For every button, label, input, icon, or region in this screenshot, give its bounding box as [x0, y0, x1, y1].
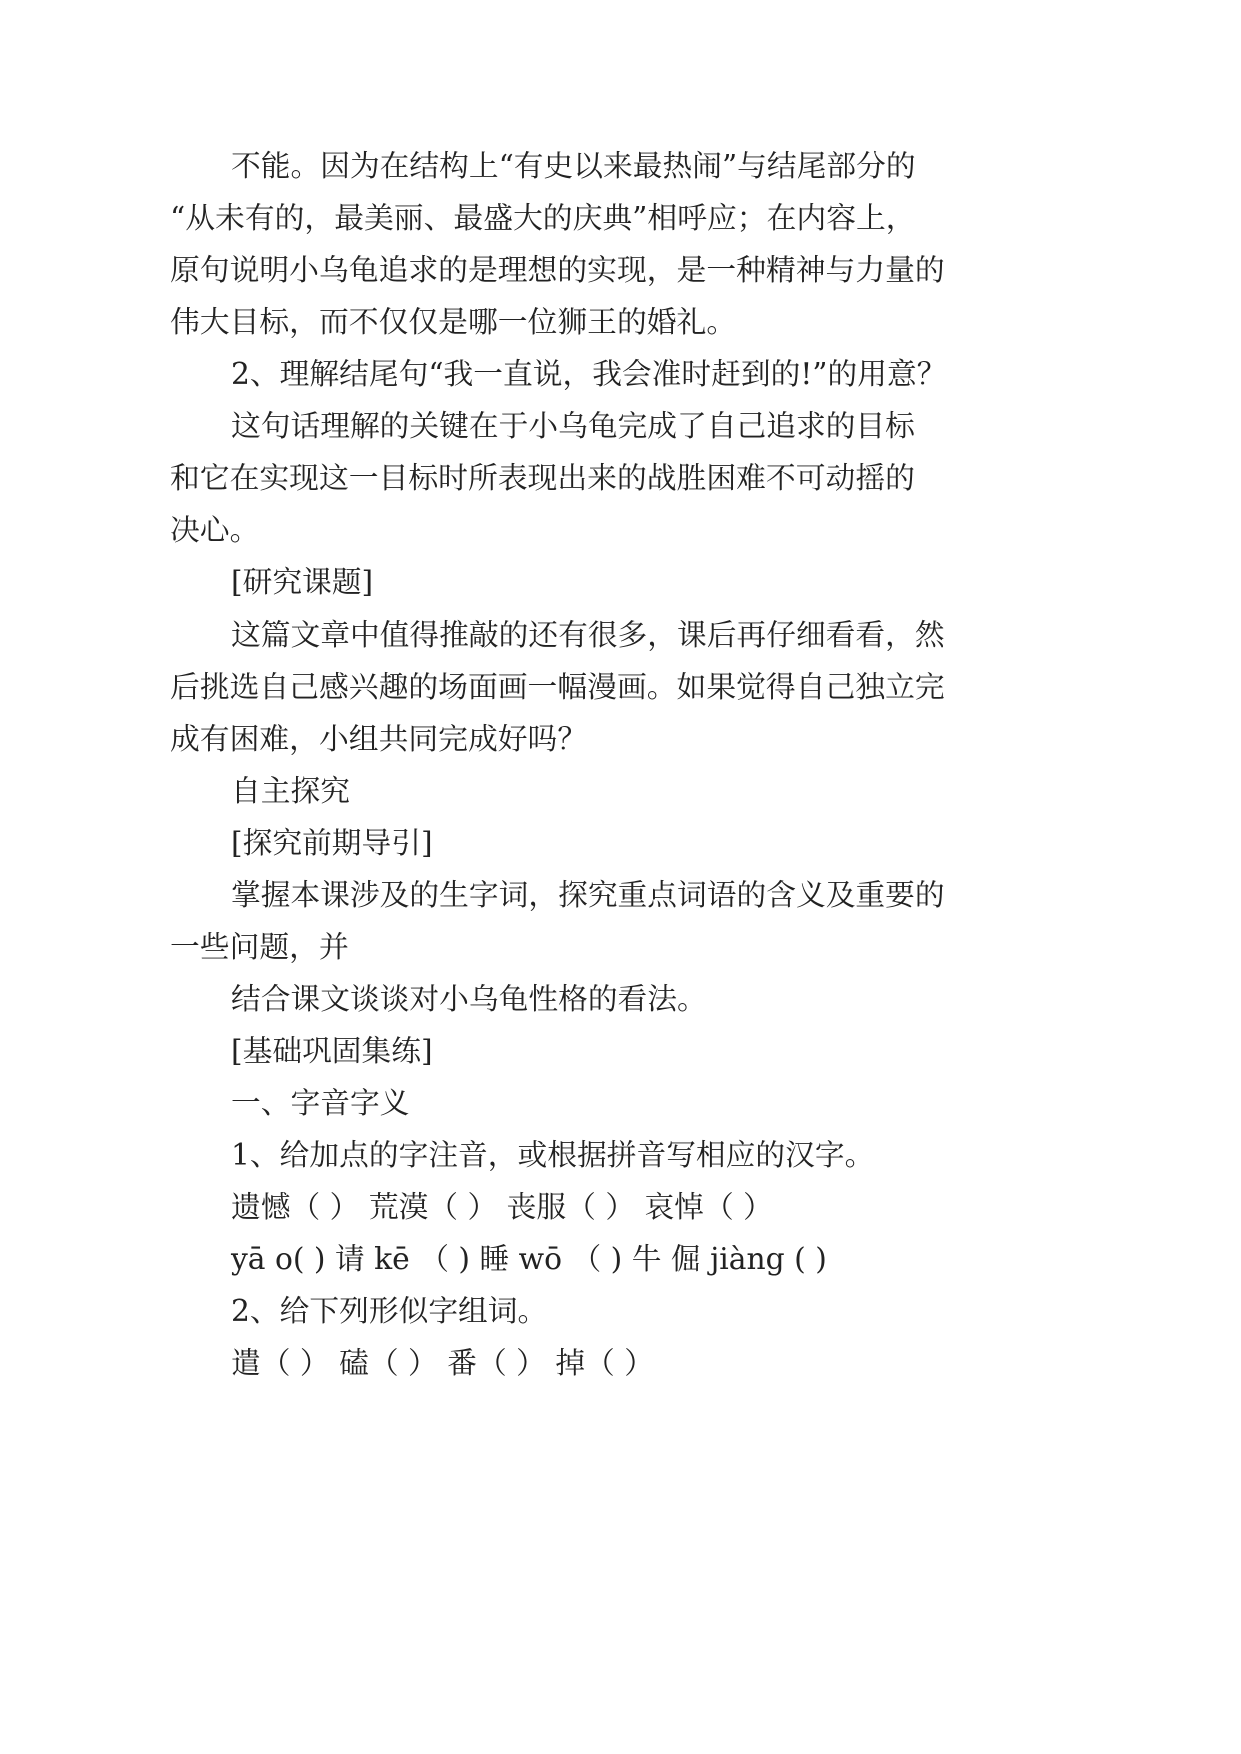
text-line	[0, 303, 1241, 343]
text-line	[0, 668, 1241, 708]
line-text: [探究前期导引]	[231, 826, 433, 861]
text-line	[0, 1240, 1241, 1280]
line-text: 遗憾（ ） 荒漠（ ） 丧服（ ） 哀悼（ ）	[231, 1190, 773, 1225]
text-line	[0, 511, 1241, 551]
text-line	[0, 1136, 1241, 1176]
line-text: [研究课题]	[231, 565, 374, 600]
text-line	[0, 407, 1241, 447]
text-line	[0, 1292, 1241, 1332]
text-line	[0, 355, 1241, 395]
text-line	[0, 616, 1241, 656]
line-text: [基础巩固集练]	[231, 1034, 433, 1069]
text-line	[0, 720, 1241, 760]
line-text: “从未有的，最美丽、最盛大的庆典”相呼应；在内容上，	[170, 201, 916, 236]
text-line	[0, 980, 1241, 1020]
line-text: 这篇文章中值得推敲的还有很多，课后再仔细看看，然	[231, 618, 945, 653]
text-line	[0, 1032, 1241, 1072]
line-text: 成有困难，小组共同完成好吗？	[170, 722, 588, 757]
line-text: 结合课文谈谈对小乌龟性格的看法。	[231, 982, 707, 1017]
line-text: 原句说明小乌龟追求的是理想的实现，是一种精神与力量的	[170, 253, 945, 288]
line-text: 2、给下列形似字组词。	[231, 1294, 548, 1329]
line-text: 这句话理解的关键在于小乌龟完成了自己追求的目标	[231, 409, 915, 444]
line-text: 2、理解结尾句“我一直说，我会准时赶到的!”的用意？	[231, 357, 947, 392]
line-text: 掌握本课涉及的生字词，探究重点词语的含义及重要的	[231, 878, 945, 913]
text-line	[0, 876, 1241, 916]
text-line	[0, 459, 1241, 499]
line-text: 后挑选自己感兴趣的场面画一幅漫画。如果觉得自己独立完	[170, 670, 945, 705]
text-line	[0, 199, 1241, 239]
text-line	[0, 772, 1241, 812]
line-text: 一、字音字义	[231, 1086, 410, 1121]
line-text: yā o( ) 请 kē （ ) 睡 wō （ ) 牛 倔 jiàng ( )	[231, 1242, 827, 1277]
text-line	[0, 824, 1241, 864]
line-text: 伟大目标，而不仅仅是哪一位狮王的婚礼。	[170, 305, 737, 340]
text-line	[0, 251, 1241, 291]
line-text: 遣（ ） 磕（ ） 番（ ） 掉（ ）	[231, 1346, 654, 1381]
line-text: 和它在实现这一目标时所表现出来的战胜困难不可动摇的	[170, 461, 915, 496]
line-text: 1、给加点的字注音，或根据拼音写相应的汉字。	[231, 1138, 875, 1173]
line-text: 决心。	[170, 513, 260, 548]
line-text: 一些问题，并	[170, 930, 349, 965]
text-line	[0, 1188, 1241, 1228]
text-line	[0, 1344, 1241, 1384]
text-line	[0, 1084, 1241, 1124]
line-text: 自主探究	[231, 774, 350, 809]
text-line	[0, 147, 1241, 187]
text-line	[0, 563, 1241, 603]
line-text: 不能。因为在结构上“有史以来最热闹”与结尾部分的	[231, 149, 916, 184]
text-line	[0, 928, 1241, 968]
